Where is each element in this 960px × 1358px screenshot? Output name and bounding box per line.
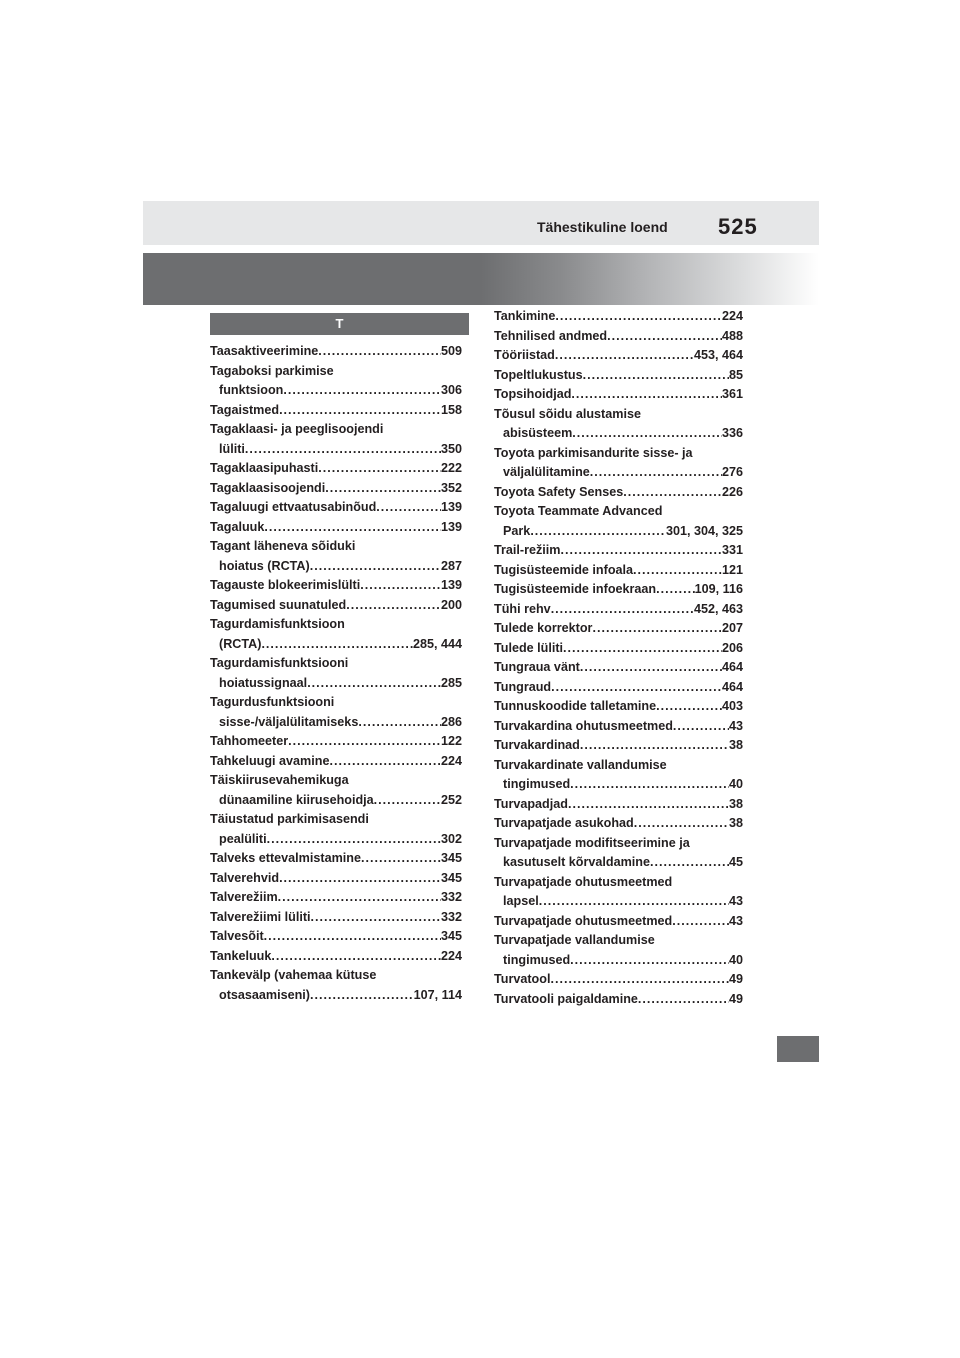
dot-leader — [283, 381, 441, 401]
dot-leader — [329, 752, 441, 772]
index-page-ref: 85 — [728, 367, 743, 382]
index-term: Taasaktiveerimine — [210, 344, 319, 358]
dot-leader — [288, 732, 441, 752]
index-entry — [210, 947, 462, 967]
index-term: Trail-režiim — [494, 543, 561, 557]
index-term: Tahkeluugi avamine — [210, 753, 330, 768]
index-page-ref: 122 — [440, 734, 462, 748]
decorative-gradient-band — [143, 253, 819, 305]
index-term: Tulede lüliti — [494, 640, 564, 655]
index-entry — [210, 752, 462, 772]
index-entry — [210, 888, 462, 908]
index-term: Tagaluugi ettvaatusabinõud — [210, 500, 377, 514]
index-entry — [210, 615, 462, 654]
index-entry — [494, 756, 743, 795]
index-page-ref: 139 — [440, 500, 462, 514]
dot-leader — [607, 327, 722, 347]
index-page-ref: 350 — [440, 441, 462, 456]
index-page-ref: 509 — [440, 344, 462, 358]
index-entry — [210, 479, 462, 499]
index-entry — [210, 459, 462, 479]
index-term: Tööriistad — [494, 348, 555, 362]
index-entry — [210, 810, 462, 849]
index-entry — [210, 771, 462, 810]
dot-leader — [583, 366, 729, 386]
index-entry — [210, 518, 462, 538]
index-term: Turvapatjade ohutusmeetmed — [494, 913, 673, 928]
index-term: Tagant läheneva sõiduki — [210, 539, 356, 553]
index-page-ref: 302 — [440, 831, 462, 846]
index-term: Park — [503, 523, 531, 538]
dot-leader — [561, 541, 722, 561]
index-page-ref: 452, 463 — [693, 601, 743, 616]
index-term: Turvakardinate vallandumise — [494, 757, 667, 772]
index-term: Turvatooli paigaldamine — [494, 991, 638, 1006]
dot-leader — [307, 674, 441, 694]
index-term: Turvatool — [494, 972, 551, 986]
index-term: Tagumised suunatuled — [210, 597, 347, 612]
index-page-ref: 121 — [721, 562, 743, 577]
index-term: Tankeluuk — [210, 948, 272, 963]
index-term: Turvapatjade vallandumise — [494, 933, 655, 947]
dot-leader — [570, 775, 729, 795]
index-page-ref: 224 — [440, 753, 462, 768]
index-entry — [494, 385, 743, 405]
index-page-ref: 285, 444 — [412, 636, 462, 651]
index-entry — [210, 927, 462, 947]
index-entry — [494, 658, 743, 678]
dot-leader — [360, 576, 441, 596]
index-page-ref: 345 — [440, 851, 462, 865]
index-term: Turvapatjade ohutusmeetmed — [494, 874, 673, 889]
dot-leader — [650, 853, 729, 873]
index-term: Tagaboksi parkimise — [210, 363, 334, 378]
section-letter-header: T — [210, 313, 469, 335]
index-page-ref: 352 — [440, 480, 462, 495]
index-entry — [494, 912, 743, 932]
dot-leader — [638, 990, 729, 1010]
index-term: Tungraud — [494, 679, 552, 694]
dot-leader — [374, 791, 441, 811]
index-entry — [494, 970, 743, 990]
index-page-ref: 224 — [721, 309, 743, 323]
index-entry — [210, 362, 462, 401]
index-page-ref: 43 — [728, 894, 743, 908]
index-page-ref: 207 — [721, 621, 743, 635]
index-term: Tõusul sõidu alustamise — [494, 406, 641, 421]
dot-leader — [623, 483, 722, 503]
dot-leader — [656, 580, 695, 600]
index-entry — [494, 327, 743, 347]
index-entry — [494, 717, 743, 737]
index-term: lüliti — [219, 441, 245, 456]
page-header-title: Tähestikuline loend — [537, 219, 668, 235]
index-page-ref: 306 — [440, 383, 462, 397]
index-entry — [210, 732, 462, 752]
index-entry — [494, 619, 743, 639]
index-term: Tagaklaasisoojendi — [210, 480, 326, 495]
index-page-ref: 226 — [721, 484, 743, 499]
index-entry — [494, 600, 743, 620]
index-entry — [494, 736, 743, 756]
index-term: tingimused — [503, 777, 571, 791]
index-term: väljalülitamine — [503, 465, 590, 479]
index-page-ref: 488 — [721, 328, 743, 343]
index-page-ref: 43 — [728, 913, 743, 928]
dot-leader — [580, 658, 722, 678]
index-page-ref: 40 — [728, 777, 743, 791]
index-term: Turvakardinad — [494, 738, 580, 752]
dot-leader — [376, 498, 441, 518]
dot-leader — [278, 888, 441, 908]
index-term: Tahhomeeter — [210, 734, 289, 748]
index-term: Talverežiim — [210, 890, 278, 904]
index-page-ref: 38 — [728, 816, 743, 830]
index-page-ref: 38 — [728, 796, 743, 811]
index-term: Talverežiimi lüliti — [210, 909, 311, 924]
dot-leader — [572, 424, 722, 444]
index-entry — [210, 498, 462, 518]
index-term: Turvapatjade asukohad — [494, 816, 634, 830]
dot-leader — [555, 307, 722, 327]
index-entry — [210, 693, 462, 732]
index-term: Talverehvid — [210, 870, 280, 885]
index-entry — [494, 931, 743, 970]
dot-leader — [571, 385, 722, 405]
index-term: Turvapatjade modifitseerimine ja — [494, 835, 690, 850]
dot-leader — [346, 596, 441, 616]
dot-leader — [310, 986, 414, 1006]
index-term: lapsel — [503, 894, 539, 908]
index-entry — [210, 420, 462, 459]
dot-leader — [311, 908, 441, 928]
index-term: Tagurdusfunktsiooni — [210, 695, 335, 709]
dot-leader — [279, 401, 441, 421]
index-page-ref: 331 — [721, 543, 743, 557]
index-term: otsasaamiseni) — [219, 987, 310, 1002]
dot-leader — [358, 713, 441, 733]
dot-leader — [550, 970, 729, 990]
index-entry — [494, 814, 743, 834]
index-page-ref: 139 — [440, 519, 462, 534]
index-term: (RCTA) — [219, 636, 262, 651]
index-page-ref: 464 — [721, 679, 743, 694]
index-term: Täiskiirusevahemikuga — [210, 773, 349, 787]
index-term: Tankevälp (vahemaa kütuse — [210, 968, 377, 982]
index-term: Tühi rehv — [494, 601, 551, 616]
index-page-ref: 252 — [440, 792, 462, 807]
index-term: Tunnuskoodide talletamine — [494, 699, 657, 713]
dot-leader — [264, 518, 441, 538]
dot-leader — [570, 951, 729, 971]
index-entry — [494, 990, 743, 1010]
index-page-ref: 301, 304, 325 — [665, 523, 743, 538]
index-entry — [210, 401, 462, 421]
index-entry — [210, 537, 462, 576]
dot-leader — [279, 869, 441, 889]
index-page-ref: 361 — [721, 387, 743, 401]
index-page-ref: 49 — [728, 991, 743, 1006]
index-term: funktsioon — [219, 383, 284, 397]
index-term: Tugisüsteemide infoekraan — [494, 582, 657, 596]
dot-leader — [271, 947, 441, 967]
dot-leader — [264, 927, 441, 947]
dot-leader — [672, 912, 729, 932]
index-entry — [494, 697, 743, 717]
index-page-ref: 107, 114 — [413, 987, 462, 1002]
dot-leader — [590, 463, 722, 483]
index-entry — [494, 502, 743, 541]
index-entry — [494, 580, 743, 600]
index-term: dünaamiline kiirusehoidja — [219, 792, 374, 807]
dot-leader — [633, 561, 722, 581]
index-term: Turvakardina ohutusmeetmed — [494, 718, 673, 733]
dot-leader — [245, 440, 441, 460]
index-page-ref: 345 — [440, 929, 462, 943]
index-page-ref: 332 — [440, 909, 462, 924]
index-page-ref: 464 — [721, 660, 743, 674]
index-entry — [494, 834, 743, 873]
index-entry — [494, 541, 743, 561]
index-page-ref: 224 — [440, 948, 462, 963]
index-page-ref: 286 — [440, 714, 462, 729]
index-page-ref: 285 — [440, 675, 462, 690]
index-term: Topsihoidjad — [494, 387, 572, 401]
index-page-ref: 139 — [440, 578, 462, 592]
index-term: hoiatussignaal — [219, 675, 308, 690]
index-page-ref: 43 — [728, 718, 743, 733]
index-entry — [494, 405, 743, 444]
index-entry — [210, 576, 462, 596]
index-entry — [494, 639, 743, 659]
dot-leader — [673, 717, 729, 737]
index-entry — [210, 869, 462, 889]
index-term: Tagurdamisfunktsiooni — [210, 656, 349, 670]
index-page-ref: 40 — [728, 952, 743, 967]
index-term: Topeltlukustus — [494, 367, 583, 382]
index-entry — [494, 678, 743, 698]
dot-leader — [551, 600, 694, 620]
index-term: Tulede korrektor — [494, 621, 593, 635]
index-page-ref: 332 — [440, 890, 462, 904]
index-entry — [494, 444, 743, 483]
index-term: Toyota Safety Senses — [494, 484, 624, 499]
index-term: Tagurdamisfunktsioon — [210, 617, 345, 631]
index-term: Tugisüsteemide infoala — [494, 562, 634, 577]
index-term: Tagaklaasi- ja peeglisoojendi — [210, 422, 384, 436]
index-entry — [210, 596, 462, 616]
index-term: Tagaluuk — [210, 519, 265, 534]
index-entry — [494, 561, 743, 581]
dot-leader — [592, 619, 722, 639]
index-entry — [494, 795, 743, 815]
index-page-ref: 222 — [440, 461, 462, 475]
index-page-ref: 453, 464 — [693, 348, 743, 362]
index-term: Tagaklaasipuhasti — [210, 461, 319, 475]
index-entry — [210, 342, 462, 362]
side-thumb-tab — [777, 1036, 819, 1062]
dot-leader — [539, 892, 729, 912]
dot-leader — [580, 736, 729, 756]
dot-leader — [318, 342, 441, 362]
dot-leader — [530, 522, 666, 542]
index-term: Tagaistmed — [210, 402, 280, 417]
index-page-ref: 158 — [440, 402, 462, 417]
page-number: 525 — [718, 214, 758, 239]
index-page-ref: 276 — [721, 465, 743, 479]
index-page-ref: 403 — [721, 699, 743, 713]
dot-leader — [267, 830, 441, 850]
index-entry — [210, 849, 462, 869]
index-entry — [494, 873, 743, 912]
index-entry — [494, 307, 743, 327]
index-term: tingimused — [503, 952, 571, 967]
index-term: Toyota parkimisandurite sisse- ja — [494, 445, 693, 460]
dot-leader — [361, 849, 441, 869]
index-entry — [494, 366, 743, 386]
dot-leader — [634, 814, 729, 834]
index-term: Tehnilised andmed — [494, 328, 608, 343]
index-page-ref: 206 — [721, 640, 743, 655]
index-term: Tagauste blokeerimislülti — [210, 578, 361, 592]
dot-leader — [551, 678, 722, 698]
index-page-ref: 49 — [728, 972, 743, 986]
index-term: Tankimine — [494, 309, 556, 323]
index-term: Turvapadjad — [494, 796, 568, 811]
index-entry — [210, 654, 462, 693]
index-term: hoiatus (RCTA) — [219, 558, 310, 573]
index-page-ref: 109, 116 — [694, 582, 743, 596]
dot-leader — [310, 557, 441, 577]
index-page-ref: 336 — [721, 426, 743, 440]
index-entry — [210, 966, 462, 1005]
index-term: Täiustatud parkimisasendi — [210, 812, 369, 826]
index-term: kasutuselt kõrvaldamine — [503, 855, 650, 869]
dot-leader — [325, 479, 441, 499]
index-term: Talvesõit — [210, 929, 264, 943]
index-page-ref: 287 — [440, 558, 462, 573]
dot-leader — [563, 639, 722, 659]
dot-leader — [318, 459, 441, 479]
dot-leader — [261, 635, 413, 655]
index-term: pealüliti — [219, 831, 267, 846]
index-page-ref: 45 — [728, 855, 743, 869]
index-entry — [494, 483, 743, 503]
index-page-ref: 345 — [440, 870, 462, 885]
index-page-ref: 38 — [728, 738, 743, 752]
dot-leader — [555, 346, 694, 366]
index-term: Toyota Teammate Advanced — [494, 504, 663, 518]
index-term: Talveks ettevalmistamine — [210, 851, 361, 865]
index-entry — [210, 908, 462, 928]
dot-leader — [656, 697, 722, 717]
index-page-ref: 200 — [440, 597, 462, 612]
index-entry — [494, 346, 743, 366]
dot-leader — [568, 795, 729, 815]
index-term: Tungraua vänt — [494, 660, 580, 674]
index-term: abisüsteem — [503, 426, 573, 440]
index-term: sisse-/väljalülitamiseks — [219, 714, 359, 729]
